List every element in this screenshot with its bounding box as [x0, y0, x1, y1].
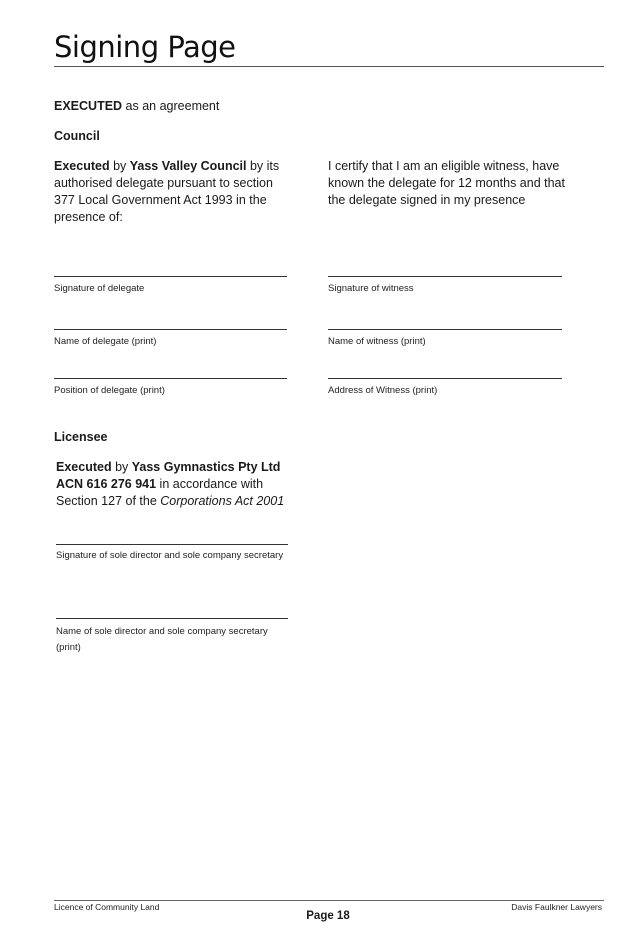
- page-number: Page 18: [306, 910, 350, 922]
- licensee-company-name: Yass Gymnastics Pty Ltd: [131, 460, 281, 474]
- council-executed-word: Executed: [54, 159, 110, 173]
- signature-delegate-label: Signature of delegate: [54, 283, 145, 294]
- signature-delegate-line[interactable]: [54, 276, 287, 277]
- name-delegate-line[interactable]: [54, 329, 287, 330]
- name-director-label: Name of sole director and sole company secretary (print): [56, 626, 268, 653]
- executed-rest: as an agreement: [122, 99, 220, 113]
- licensee-by-word: by: [111, 460, 132, 474]
- signature-witness-label: Signature of witness: [328, 283, 414, 294]
- licensee-heading: Licensee: [54, 430, 108, 444]
- title-divider: [54, 66, 604, 67]
- council-by-word: by: [109, 159, 130, 173]
- address-witness-label: Address of Witness (print): [328, 385, 438, 396]
- council-name: Yass Valley Council: [129, 159, 247, 173]
- name-delegate-label: Name of delegate (print): [54, 336, 157, 347]
- council-heading: Council: [54, 129, 100, 143]
- footer-right-text: Davis Faulkner Lawyers: [511, 902, 602, 912]
- licensee-clause-middle: in accordance with Section 127 of the: [56, 477, 264, 508]
- position-delegate-label: Position of delegate (print): [54, 385, 165, 396]
- licensee-act-name: Corporations Act 2001: [160, 494, 285, 508]
- page-title: Signing Page: [54, 30, 236, 64]
- signature-director-line[interactable]: [56, 544, 288, 545]
- council-execution-clause: [54, 158, 294, 226]
- footer-divider: [54, 900, 604, 901]
- signature-witness-line[interactable]: [328, 276, 562, 277]
- witness-certification: I certify that I am an eligible witness, have known the delegate for 12 months and that the delegate signed in my presence: [328, 159, 565, 207]
- name-witness-line[interactable]: [328, 329, 562, 330]
- name-witness-label: Name of witness (print): [328, 336, 426, 347]
- position-delegate-line[interactable]: [54, 378, 287, 379]
- licensee-acn: ACN 616 276 941: [56, 477, 157, 491]
- signature-director-label: Signature of sole director and sole company secretary: [56, 550, 284, 561]
- executed-keyword: EXECUTED: [54, 99, 123, 113]
- licensee-execution-clause: [56, 459, 286, 510]
- licensee-executed-word: Executed: [56, 460, 112, 474]
- council-clause-rest: by its authorised delegate pursuant to section 377 Local Government Act 1993 in the presence of:: [54, 159, 280, 224]
- name-director-line[interactable]: [56, 618, 288, 619]
- footer-left-text: Licence of Community Land: [54, 902, 160, 912]
- executed-statement: [54, 98, 219, 115]
- address-witness-line[interactable]: [328, 378, 562, 379]
